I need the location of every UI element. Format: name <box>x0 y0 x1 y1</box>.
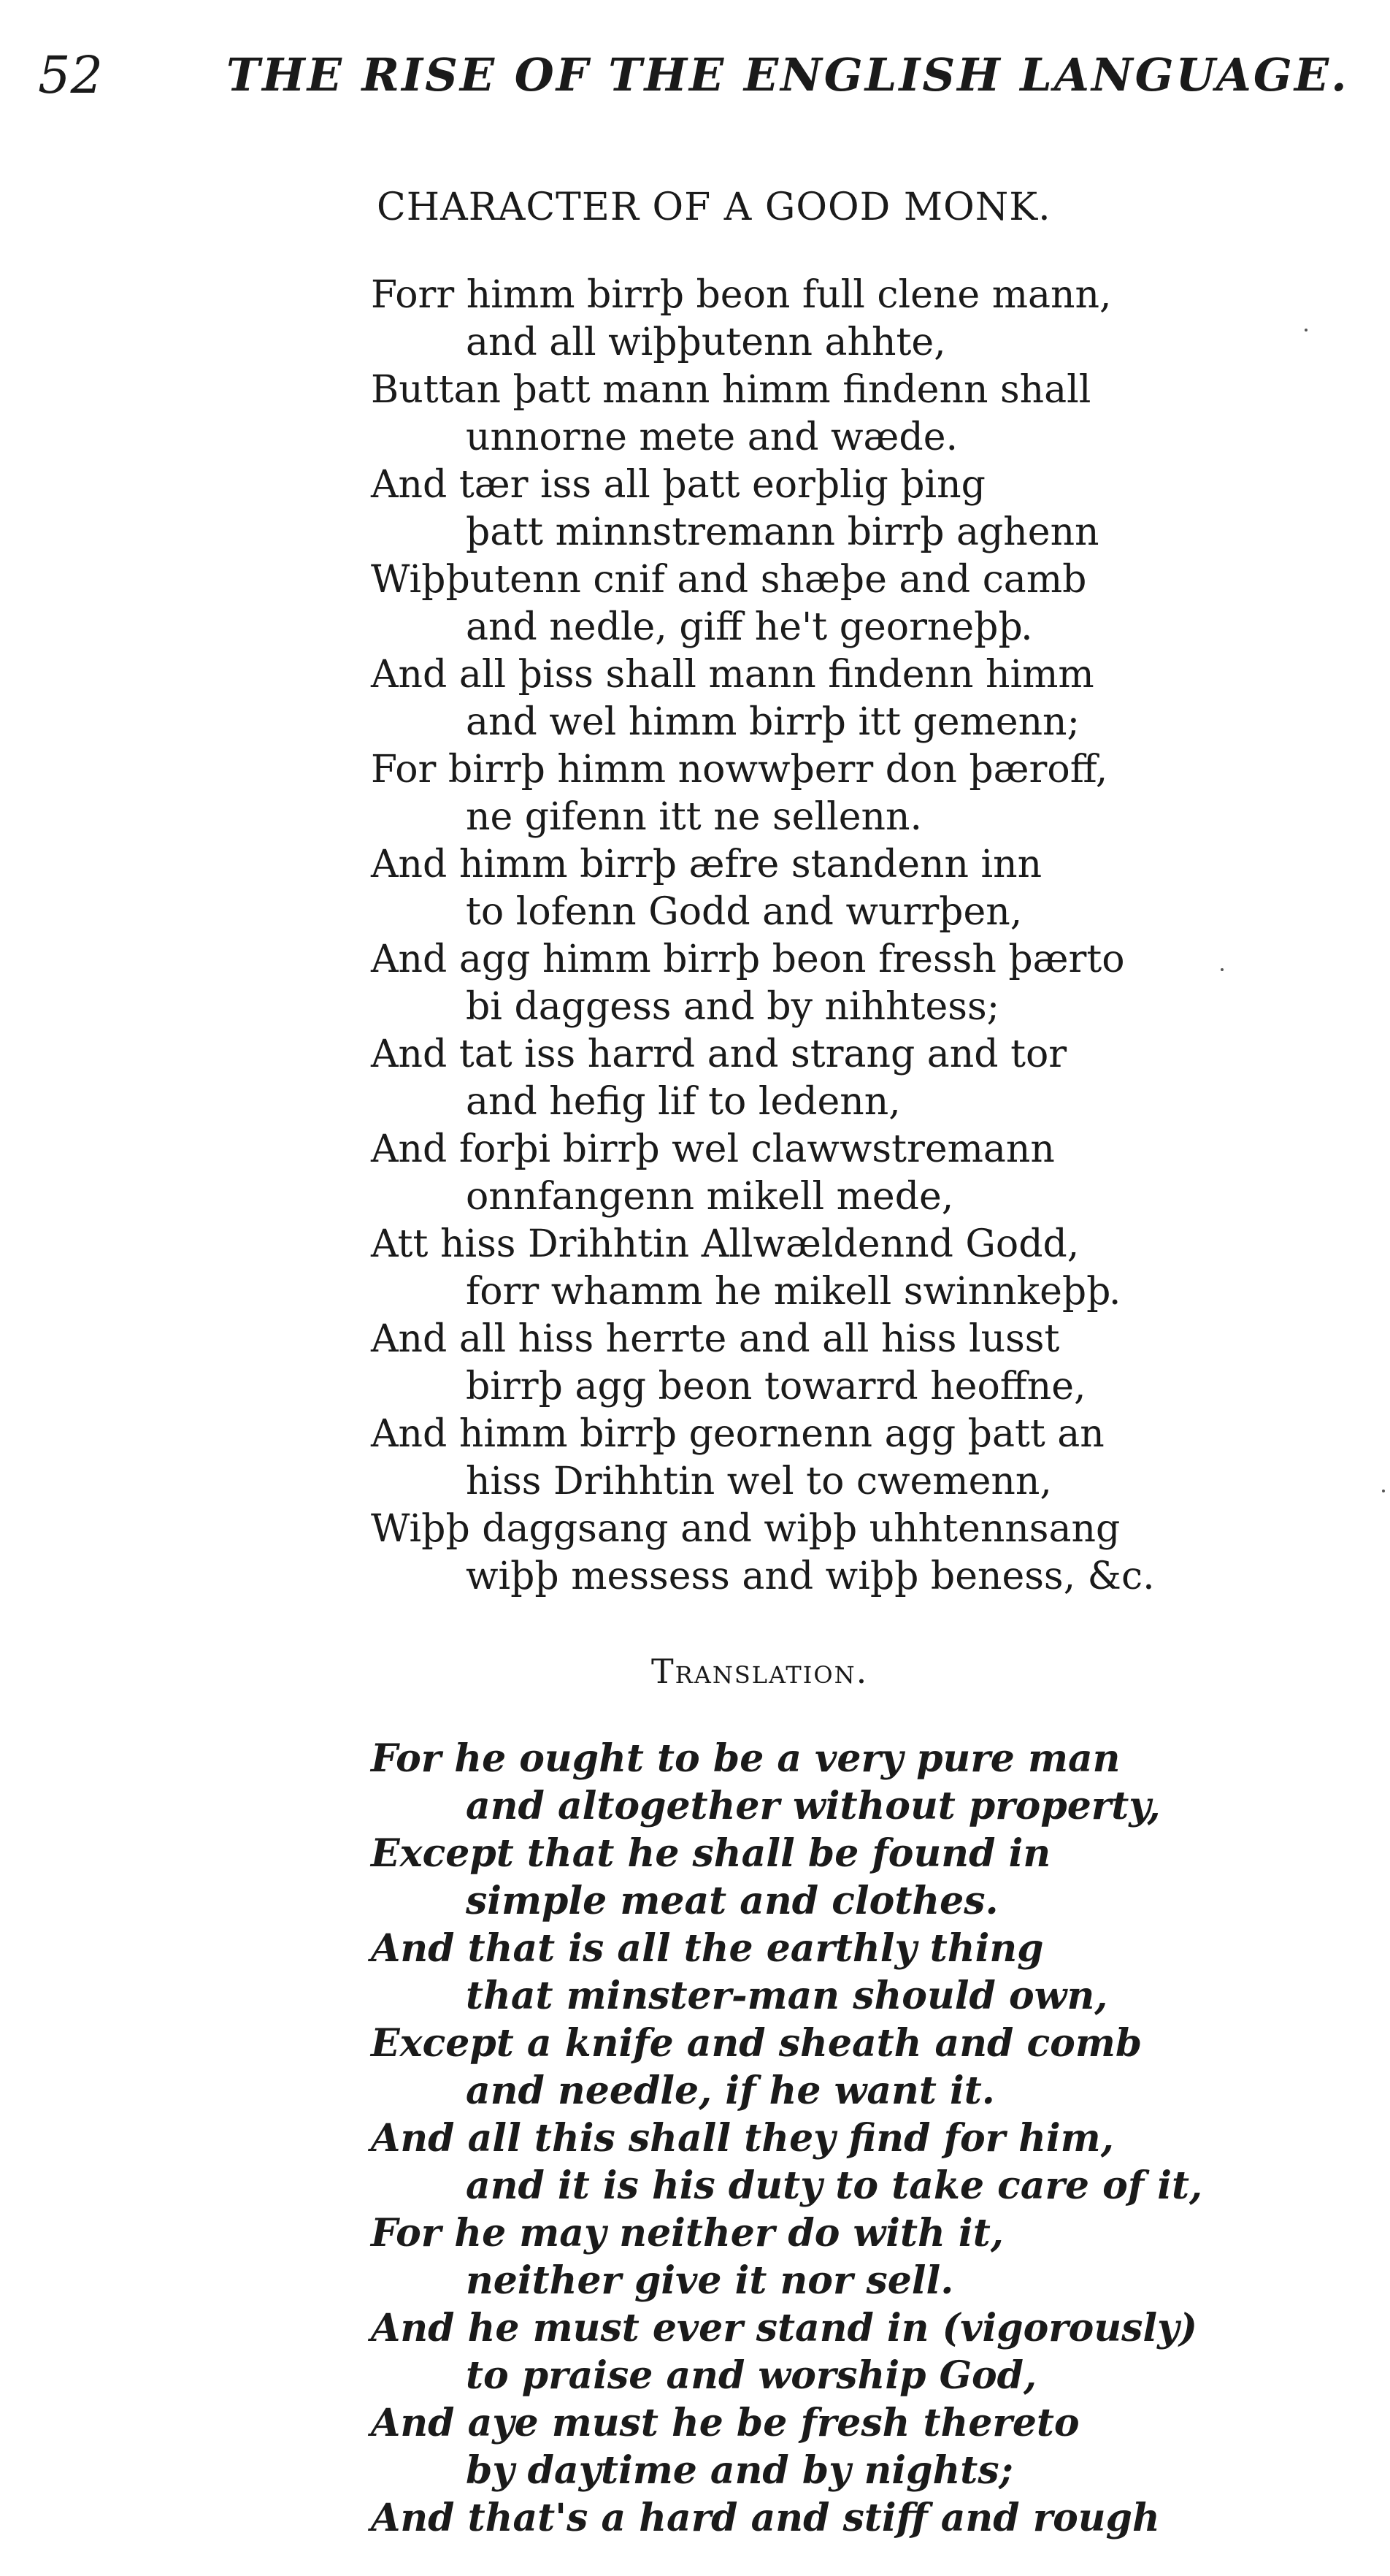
poem-line: And himm birrþ geornenn agg þatt an <box>371 1412 1105 1456</box>
poem-line: Wiþþutenn cnif and shæþe and camb <box>371 558 1087 602</box>
poem-line: hiss Drihhtin wel to cwemenn, <box>466 1460 1052 1503</box>
poem-line: And tat iss harrd and strang and tor <box>371 1032 1067 1076</box>
poem-line: þatt minnstremann birrþ aghenn <box>466 510 1099 554</box>
translation-line: neither give it nor sell. <box>466 2258 954 2303</box>
section-title: CHARACTER OF A GOOD MONK. <box>377 185 1051 229</box>
paper-speck <box>1305 329 1308 331</box>
poem-line: birrþ agg beon towarrd heoffne, <box>466 1365 1086 1408</box>
running-title: THE RISE OF THE ENGLISH LANGUAGE. <box>226 48 1349 101</box>
poem-line: Wiþþ daggsang and wiþþ uhhtennsang <box>371 1507 1121 1551</box>
poem-line: And all hiss herrte and all hiss lusst <box>371 1317 1060 1361</box>
translation-line: Except that he shall be found in <box>371 1831 1051 1876</box>
poem-line: and nedle, giff he't georneþþ. <box>466 605 1033 649</box>
translation-line: And all this shall they find for him, <box>371 2116 1114 2161</box>
poem-line: and all wiþþutenn ahhte, <box>466 321 946 364</box>
paper-speck <box>1382 1490 1385 1492</box>
poem-line: And agg himm birrþ beon fressh þærto <box>371 938 1125 981</box>
poem-line: Forr himm birrþ beon full clene mann, <box>371 273 1112 317</box>
translation-line: And he must ever stand in (vigorously) <box>371 2306 1197 2350</box>
translation-line: and altogether without property, <box>466 1784 1161 1828</box>
translation-line: to praise and worship God, <box>466 2353 1037 2398</box>
page-number: 52 <box>38 45 104 105</box>
translation-line: For he may neither do with it, <box>371 2211 1004 2255</box>
poem-line: And tær iss all þatt eorþlig þing <box>371 463 986 507</box>
poem-line: And himm birrþ æfre standenn inn <box>371 843 1042 886</box>
poem-line: bi daggess and by nihhtess; <box>466 985 1000 1029</box>
paper-speck <box>1221 968 1224 971</box>
poem-line: unnorne mete and wæde. <box>466 415 958 459</box>
translation-line: and needle, if he want it. <box>466 2069 995 2113</box>
translation-line: And aye must he be fresh thereto <box>371 2401 1080 2445</box>
translation-line: Except a knife and sheath and comb <box>371 2021 1143 2066</box>
poem-line: And all þiss shall mann findenn himm <box>371 653 1094 697</box>
poem-line: wiþþ messess and wiþþ beness, &c. <box>466 1555 1155 1598</box>
poem-line: Buttan þatt mann himm findenn shall <box>371 368 1091 412</box>
poem-line: ne gifenn itt ne sellenn. <box>466 795 922 839</box>
translation-poem <box>371 1735 1202 2542</box>
translation-line: And that is all the earthly thing <box>371 1926 1044 1971</box>
translation-line: that minster-man should own, <box>466 1974 1108 2018</box>
poem-line: onnfangenn mikell mede, <box>466 1175 954 1219</box>
original-poem <box>371 272 1155 1601</box>
translation-line: simple meat and clothes. <box>466 1879 999 1923</box>
poem-line: For birrþ himm nowwþerr don þæroff, <box>371 748 1108 791</box>
poem-line: and hefig lif to ledenn, <box>466 1080 901 1124</box>
translation-line: and it is his duty to take care of it, <box>466 2163 1203 2208</box>
poem-line: And forþi birrþ wel clawwstremann <box>371 1127 1055 1171</box>
poem-line: Att hiss Drihhtin Allwældennd Godd, <box>371 1222 1080 1266</box>
poem-line: forr whamm he mikell swinnkeþþ. <box>466 1270 1121 1314</box>
translation-line: For he ought to be a very pure man <box>371 1736 1121 1781</box>
poem-line: and wel himm birrþ itt gemenn; <box>466 700 1080 744</box>
translation-line: And that's a hard and stiff and rough <box>371 2496 1160 2540</box>
translation-heading: Translation. <box>651 1652 869 1691</box>
poem-line: to lofenn Godd and wurrþen, <box>466 890 1023 934</box>
translation-line: by daytime and by nights; <box>466 2448 1013 2493</box>
